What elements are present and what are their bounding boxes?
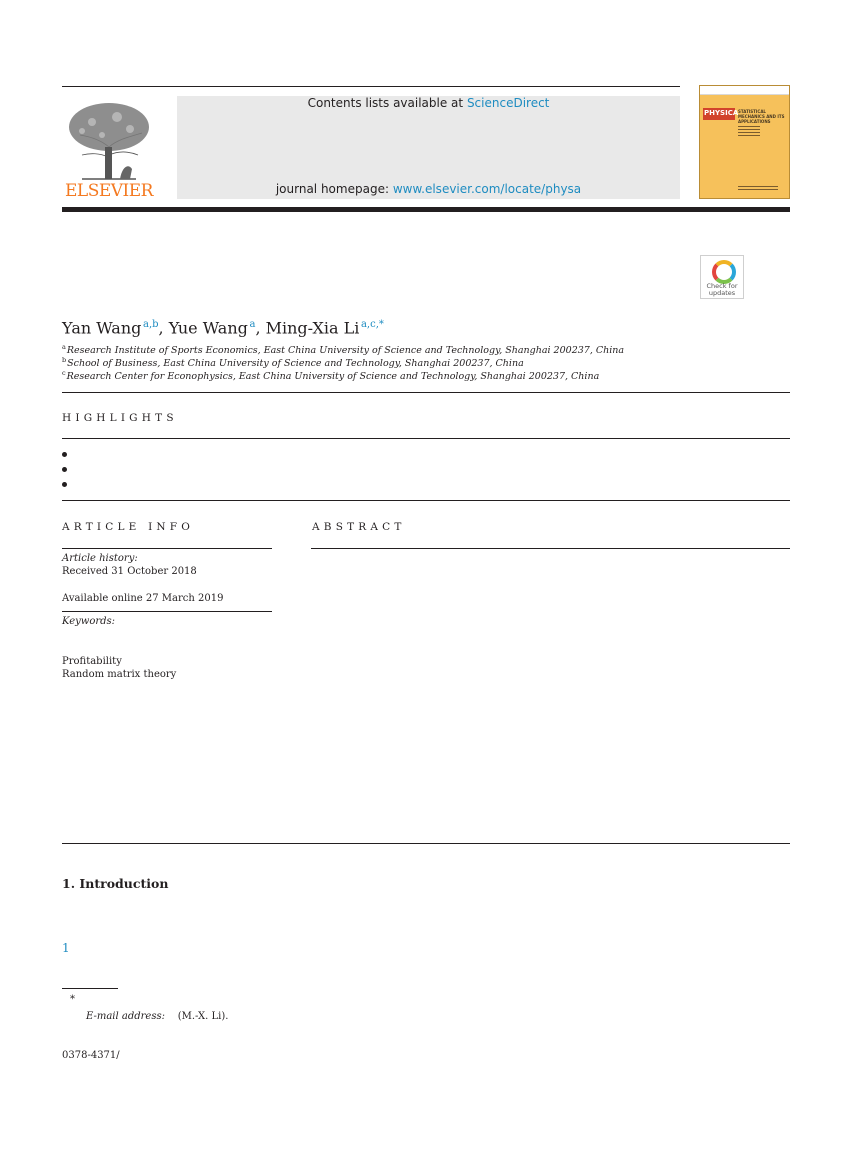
author-name: Yan Wang: [62, 318, 142, 338]
highlights-mid-rule: [62, 438, 790, 439]
highlight-bullet: [62, 482, 67, 487]
footnote-rule: [62, 988, 118, 989]
affiliation-text: Research Institute of Sports Economics, East China University of Science and Technology, Shanghai 200237, China: [66, 345, 625, 357]
introduction-heading: 1. Introduction: [62, 876, 169, 891]
author-list: [62, 314, 384, 339]
issn-line: 0378-4371/: [62, 1050, 120, 1061]
header-top-rule: [62, 86, 680, 87]
article-history-label: Article history:: [62, 553, 138, 564]
abstract-rule: [311, 548, 790, 549]
keyword: Profitability: [62, 656, 122, 667]
affiliation-mark: b: [62, 356, 67, 364]
cover-footer-lines: [738, 186, 778, 192]
affiliation-mark: a: [62, 343, 66, 351]
available-online-date: Available online 27 March 2019: [62, 593, 224, 604]
front-matter-bottom-rule: [62, 843, 790, 844]
homepage-prefix: journal homepage:: [275, 182, 393, 196]
affiliation-text: School of Business, East China University of Science and Technology, Shanghai 200237, China: [67, 358, 524, 370]
received-date: Received 31 October 2018: [62, 566, 197, 577]
updates-icon: [712, 260, 736, 284]
cover-top-strip: [700, 86, 789, 95]
abstract-heading: ABSTRACT: [312, 521, 406, 533]
author-affil-mark[interactable]: a: [249, 319, 256, 330]
keywords-rule: [62, 611, 272, 612]
cover-text-lines: [738, 126, 760, 138]
author-affil-mark[interactable]: a,b: [142, 319, 159, 330]
cover-title: PHYSICA: [704, 109, 739, 117]
publisher-name: ELSEVIER: [65, 181, 153, 201]
journal-homepage-link[interactable]: www.elsevier.com/locate/physa: [392, 182, 582, 196]
affiliation-text: Research Center for Econophysics, East China University of Science and Technology, Shanghai 200237, China: [66, 371, 600, 383]
email-owner: (M.-X. Li).: [177, 1011, 229, 1022]
author-separator: ,: [255, 318, 266, 338]
article-info-rule: [62, 548, 272, 549]
highlights-top-rule: [62, 392, 790, 393]
homepage-line: [177, 182, 680, 197]
highlight-bullet: [62, 467, 67, 472]
highlights-heading: HIGHLIGHTS: [62, 412, 178, 424]
affiliation-mark: c: [62, 369, 66, 377]
contents-line: [177, 96, 680, 111]
email-label: E-mail address:: [86, 1011, 165, 1022]
corresponding-author-mark: *: [70, 994, 75, 1005]
article-info-heading: ARTICLE INFO: [62, 521, 195, 533]
header-bottom-rule: [62, 207, 790, 212]
email-footnote: [86, 1010, 228, 1023]
author-name: Yue Wang: [168, 318, 248, 338]
contents-prefix: Contents lists available at: [307, 96, 467, 110]
check-for-updates-button[interactable]: [700, 255, 744, 299]
journal-cover: [699, 85, 790, 199]
highlight-bullet: [62, 452, 67, 457]
highlights-bottom-rule: [62, 500, 790, 501]
footnote-number-link[interactable]: 1: [62, 941, 70, 955]
keyword: Random matrix theory: [62, 669, 177, 680]
keywords-label: Keywords:: [62, 616, 116, 627]
author-name: Ming-Xia Li: [265, 318, 360, 338]
cover-subtitle: STATISTICAL MECHANICS AND ITS APPLICATIONS: [738, 109, 785, 124]
check-for-updates-label: Check for updates: [706, 282, 738, 297]
author-separator: ,: [158, 318, 169, 338]
affiliation: [62, 367, 599, 383]
author-affil-mark[interactable]: a,c,*: [360, 319, 384, 330]
sciencedirect-link[interactable]: ScienceDirect: [466, 96, 550, 110]
